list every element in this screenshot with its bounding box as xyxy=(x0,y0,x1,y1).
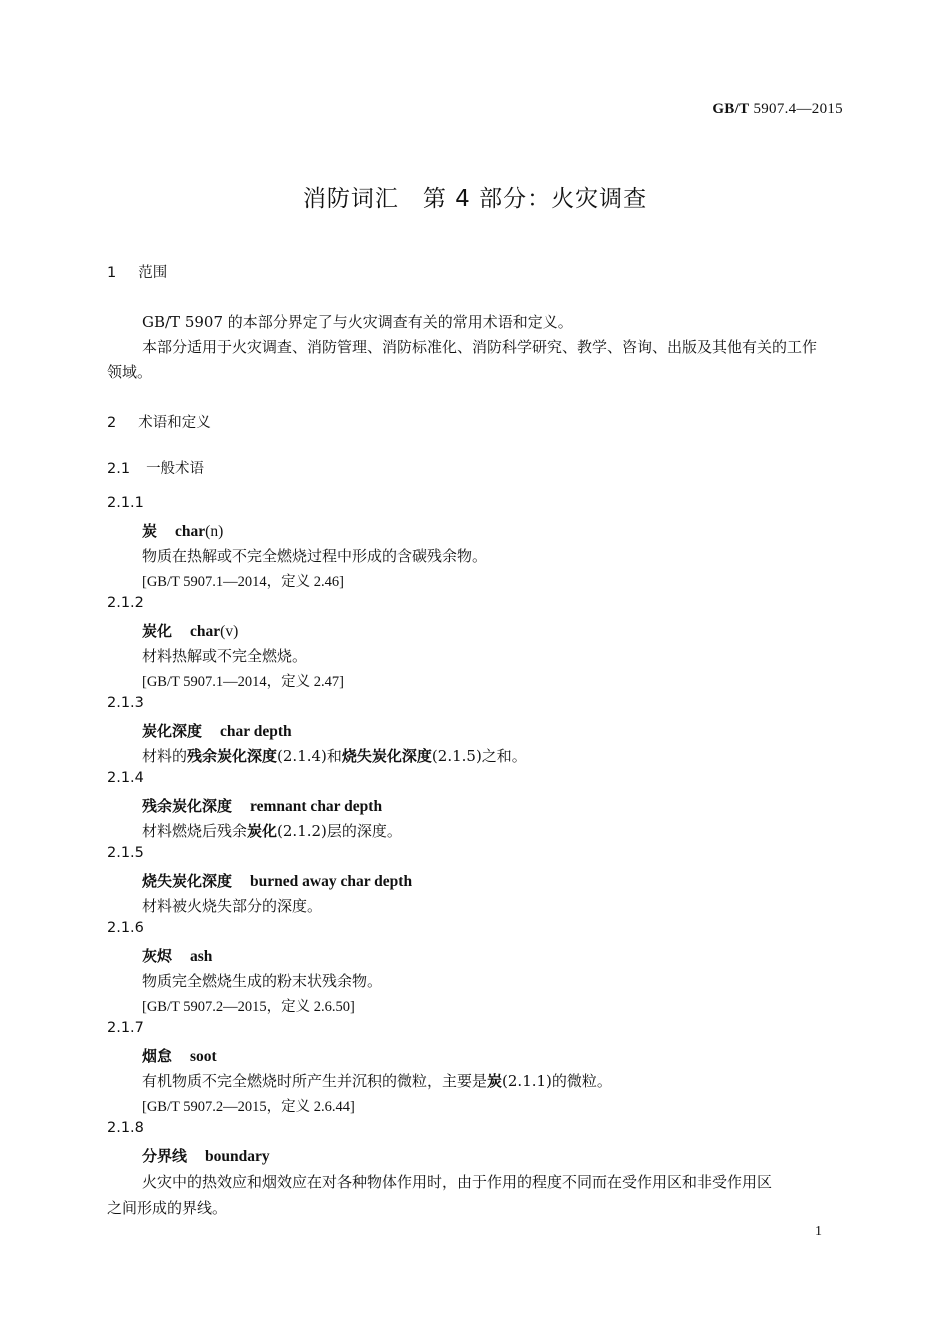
term-number: 2.1.8 xyxy=(107,1120,144,1136)
term-zh: 炭 xyxy=(142,522,158,540)
term-reference: 残余炭化深度 xyxy=(187,747,278,765)
section-number: 2 xyxy=(107,415,117,431)
standard-code: 5907.4—2015 xyxy=(753,101,843,117)
standard-prefix: GB/T xyxy=(712,101,750,117)
term-definition xyxy=(142,1070,612,1091)
term-number: 2.1.2 xyxy=(107,595,144,611)
term-en: char xyxy=(190,623,221,640)
term-en: char xyxy=(175,523,206,540)
term-number: 2.1.5 xyxy=(107,845,144,861)
standard-number xyxy=(712,101,843,118)
section-1-heading xyxy=(107,261,167,282)
definition-text: 材料的 xyxy=(142,747,188,765)
term-number: 2.1.1 xyxy=(107,495,144,511)
term-heading xyxy=(142,1145,270,1166)
section-number: 1 xyxy=(107,265,117,281)
term-number: 2.1.6 xyxy=(107,920,144,936)
term-definition: 材料被火烧失部分的深度。 xyxy=(142,897,323,915)
section-title: 范围 xyxy=(138,265,168,281)
paragraph: GB/T 5907 的本部分界定了与火灾调查有关的常用术语和定义。 xyxy=(142,313,573,331)
term-en: boundary xyxy=(205,1148,270,1165)
definition-text: (2.1.5)之和。 xyxy=(431,747,527,765)
term-en: ash xyxy=(190,948,213,965)
definition-text: (2.1.4)和 xyxy=(277,747,342,765)
term-definition: 火灾中的热效应和烟效应在对各种物体作用时，由于作用的程度不同而在受作用区和非受作用区 xyxy=(142,1173,773,1191)
term-number: 2.1.3 xyxy=(107,695,144,711)
term-reference: 烧失炭化深度 xyxy=(341,747,432,765)
section-number: 2.1 xyxy=(107,461,131,477)
term-zh: 炭化 xyxy=(142,622,173,640)
term-zh: 烟怠 xyxy=(142,1047,173,1065)
subsection-2-1-heading xyxy=(107,457,204,478)
term-reference: 炭 xyxy=(487,1072,503,1090)
term-definition: 物质完全燃烧生成的粉末状残余物。 xyxy=(142,972,383,990)
term-heading xyxy=(142,945,212,966)
section-title: 术语和定义 xyxy=(138,415,211,431)
definition-text: 有机物质不完全燃烧时所产生并沉积的微粒，主要是 xyxy=(142,1072,488,1090)
term-definition xyxy=(142,745,527,766)
term-zh: 烧失炭化深度 xyxy=(142,872,233,890)
term-heading xyxy=(142,520,223,541)
term-reference: 炭化 xyxy=(247,822,278,840)
term-zh: 灰烬 xyxy=(142,947,173,965)
definition-text: (2.1.1)的微粒。 xyxy=(502,1072,612,1090)
term-number: 2.1.4 xyxy=(107,770,144,786)
term-zh: 分界线 xyxy=(142,1147,188,1165)
paragraph-continuation: 领域。 xyxy=(107,363,153,381)
definition-text: 材料燃烧后残余 xyxy=(142,822,248,840)
term-pos: (v) xyxy=(220,623,239,640)
term-en: remnant char depth xyxy=(250,798,383,815)
term-zh: 炭化深度 xyxy=(142,722,203,740)
term-number: 2.1.7 xyxy=(107,1020,144,1036)
term-source: [GB/T 5907.1—2014，定义 2.47] xyxy=(142,674,344,690)
page-number: 1 xyxy=(815,1224,822,1239)
term-en: soot xyxy=(190,1048,217,1065)
term-definition: 材料热解或不完全燃烧。 xyxy=(142,647,308,665)
term-source: [GB/T 5907.2—2015，定义 2.6.44] xyxy=(142,1099,355,1115)
term-definition-continuation: 之间形成的界线。 xyxy=(107,1199,228,1217)
term-en: char depth xyxy=(220,723,292,740)
document-title: 消防词汇 第 4 部分：火灾调查 xyxy=(302,186,648,212)
term-pos: (n) xyxy=(205,523,224,540)
term-heading xyxy=(142,870,412,891)
term-definition xyxy=(142,820,402,841)
term-heading xyxy=(142,1045,217,1066)
term-definition: 物质在热解或不完全燃烧过程中形成的含碳残余物。 xyxy=(142,547,488,565)
term-heading xyxy=(142,720,292,741)
term-source: [GB/T 5907.2—2015，定义 2.6.50] xyxy=(142,999,355,1015)
section-title: 一般术语 xyxy=(146,461,205,477)
definition-text: (2.1.2)层的深度。 xyxy=(277,822,402,840)
term-heading xyxy=(142,795,382,816)
paragraph: 本部分适用于火灾调查、消防管理、消防标准化、消防科学研究、教学、咨询、出版及其他有关的工作 xyxy=(142,338,818,356)
term-zh: 残余炭化深度 xyxy=(142,797,233,815)
term-en: burned away char depth xyxy=(250,873,413,890)
section-2-heading xyxy=(107,411,211,432)
term-source: [GB/T 5907.1—2014，定义 2.46] xyxy=(142,574,344,590)
term-heading xyxy=(142,620,238,641)
